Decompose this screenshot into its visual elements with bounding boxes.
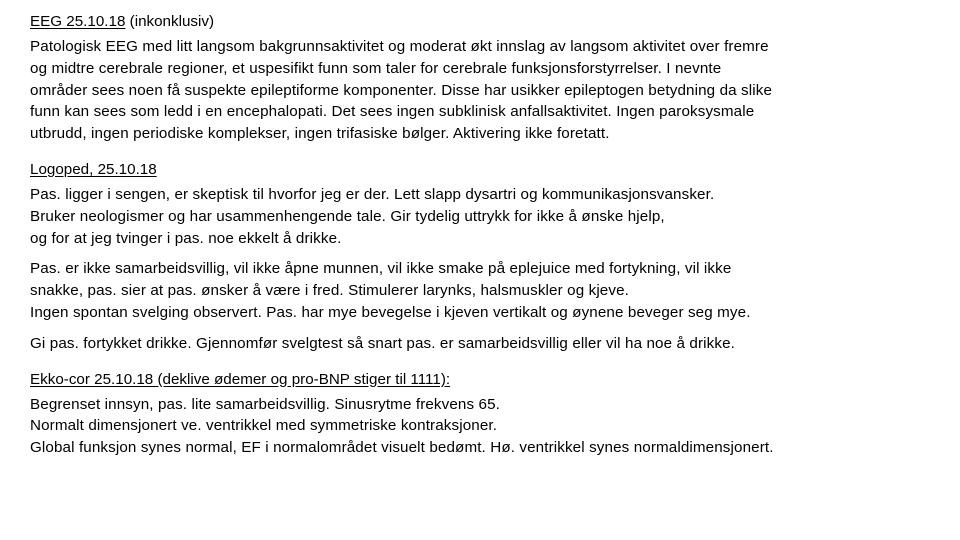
section-logoped [30, 160, 945, 355]
text-line: Gi pas. fortykket drikke. Gjennomfør svelgtest så snart pas. er samarbeidsvillig eller vil ha noe å drikke. [30, 334, 735, 352]
section-eeg [30, 12, 945, 145]
text-line: Global funksjon synes normal, EF i normalområdet visuelt bedømt. Hø. ventrikkel synes normaldimensjonert. [30, 439, 774, 457]
section-heading-eeg [30, 12, 945, 32]
text-line: Pas. ligger i sengen, er skeptisk til hvorfor jeg er der. Lett slapp dysartri og kommunikasjonsvansker. [30, 185, 715, 203]
text-line: utbrudd, ingen periodiske komplekser, ingen trifasiske bølger. Aktivering ikke foretatt. [30, 125, 610, 143]
text-line: Patologisk EEG med litt langsom bakgrunnsaktivitet og moderat økt innslag av langsom aktivitet over fremre [30, 38, 769, 55]
logoped-paragraph-3 [30, 333, 945, 355]
text-line: Bruker neologismer og har usammenhengende tale. Gir tydelig uttrykk for ikke å ønske hjelp, [30, 207, 665, 225]
text-line: funn kan sees som ledd i en encephalopati. Det sees ingen subklinisk anfallsaktivitet. Ingen paroksysmale [30, 103, 755, 121]
text-line: områder sees noen få suspekte epileptiforme komponenter. Disse har usikker epileptogen betydning da slike [30, 81, 773, 99]
logoped-paragraph-2 [30, 258, 945, 323]
heading-logoped-underlined: Logoped, 25.10.18 [30, 160, 157, 178]
text-line: Begrenset innsyn, pas. lite samarbeidsvillig. Sinusrytme frekvens 65. [30, 395, 501, 413]
text-line: snakke, pas. sier at pas. ønsker å være i fred. Stimulerer larynks, halsmuskler og kjeve. [30, 282, 629, 300]
section-heading-logoped [30, 160, 945, 180]
ekko-cor-paragraph [30, 394, 945, 459]
text-line: Pas. er ikke samarbeidsvillig, vil ikke åpne munnen, vil ikke smake på eplejuice med fortykning, vil ikke [30, 260, 732, 278]
heading-eeg-qualifier: (inkonklusiv) [125, 13, 215, 30]
section-heading-ekko-cor [30, 370, 945, 390]
heading-eeg-underlined: EEG 25.10.18 [30, 13, 126, 30]
text-line: Normalt dimensjonert ve. ventrikkel med symmetriske kontraksjoner. [30, 417, 498, 435]
document-page [30, 12, 945, 459]
text-line: Ingen spontan svelging observert. Pas. har mye bevegelse i kjeven vertikalt og øynene beveger seg mye. [30, 303, 751, 321]
section-ekko-cor [30, 370, 945, 459]
text-line: og for at jeg tvinger i pas. noe ekkelt å drikke. [30, 229, 342, 247]
logoped-paragraph-1 [30, 184, 945, 249]
text-line: og midtre cerebrale regioner, et uspesifikt funn som taler for cerebrale funksjonsforstyrrelser. I nevnte [30, 59, 722, 77]
eeg-paragraph [30, 36, 945, 145]
heading-ekko-cor-underlined: Ekko-cor 25.10.18 (deklive ødemer og pro-BNP stiger til 1111): [30, 370, 451, 388]
